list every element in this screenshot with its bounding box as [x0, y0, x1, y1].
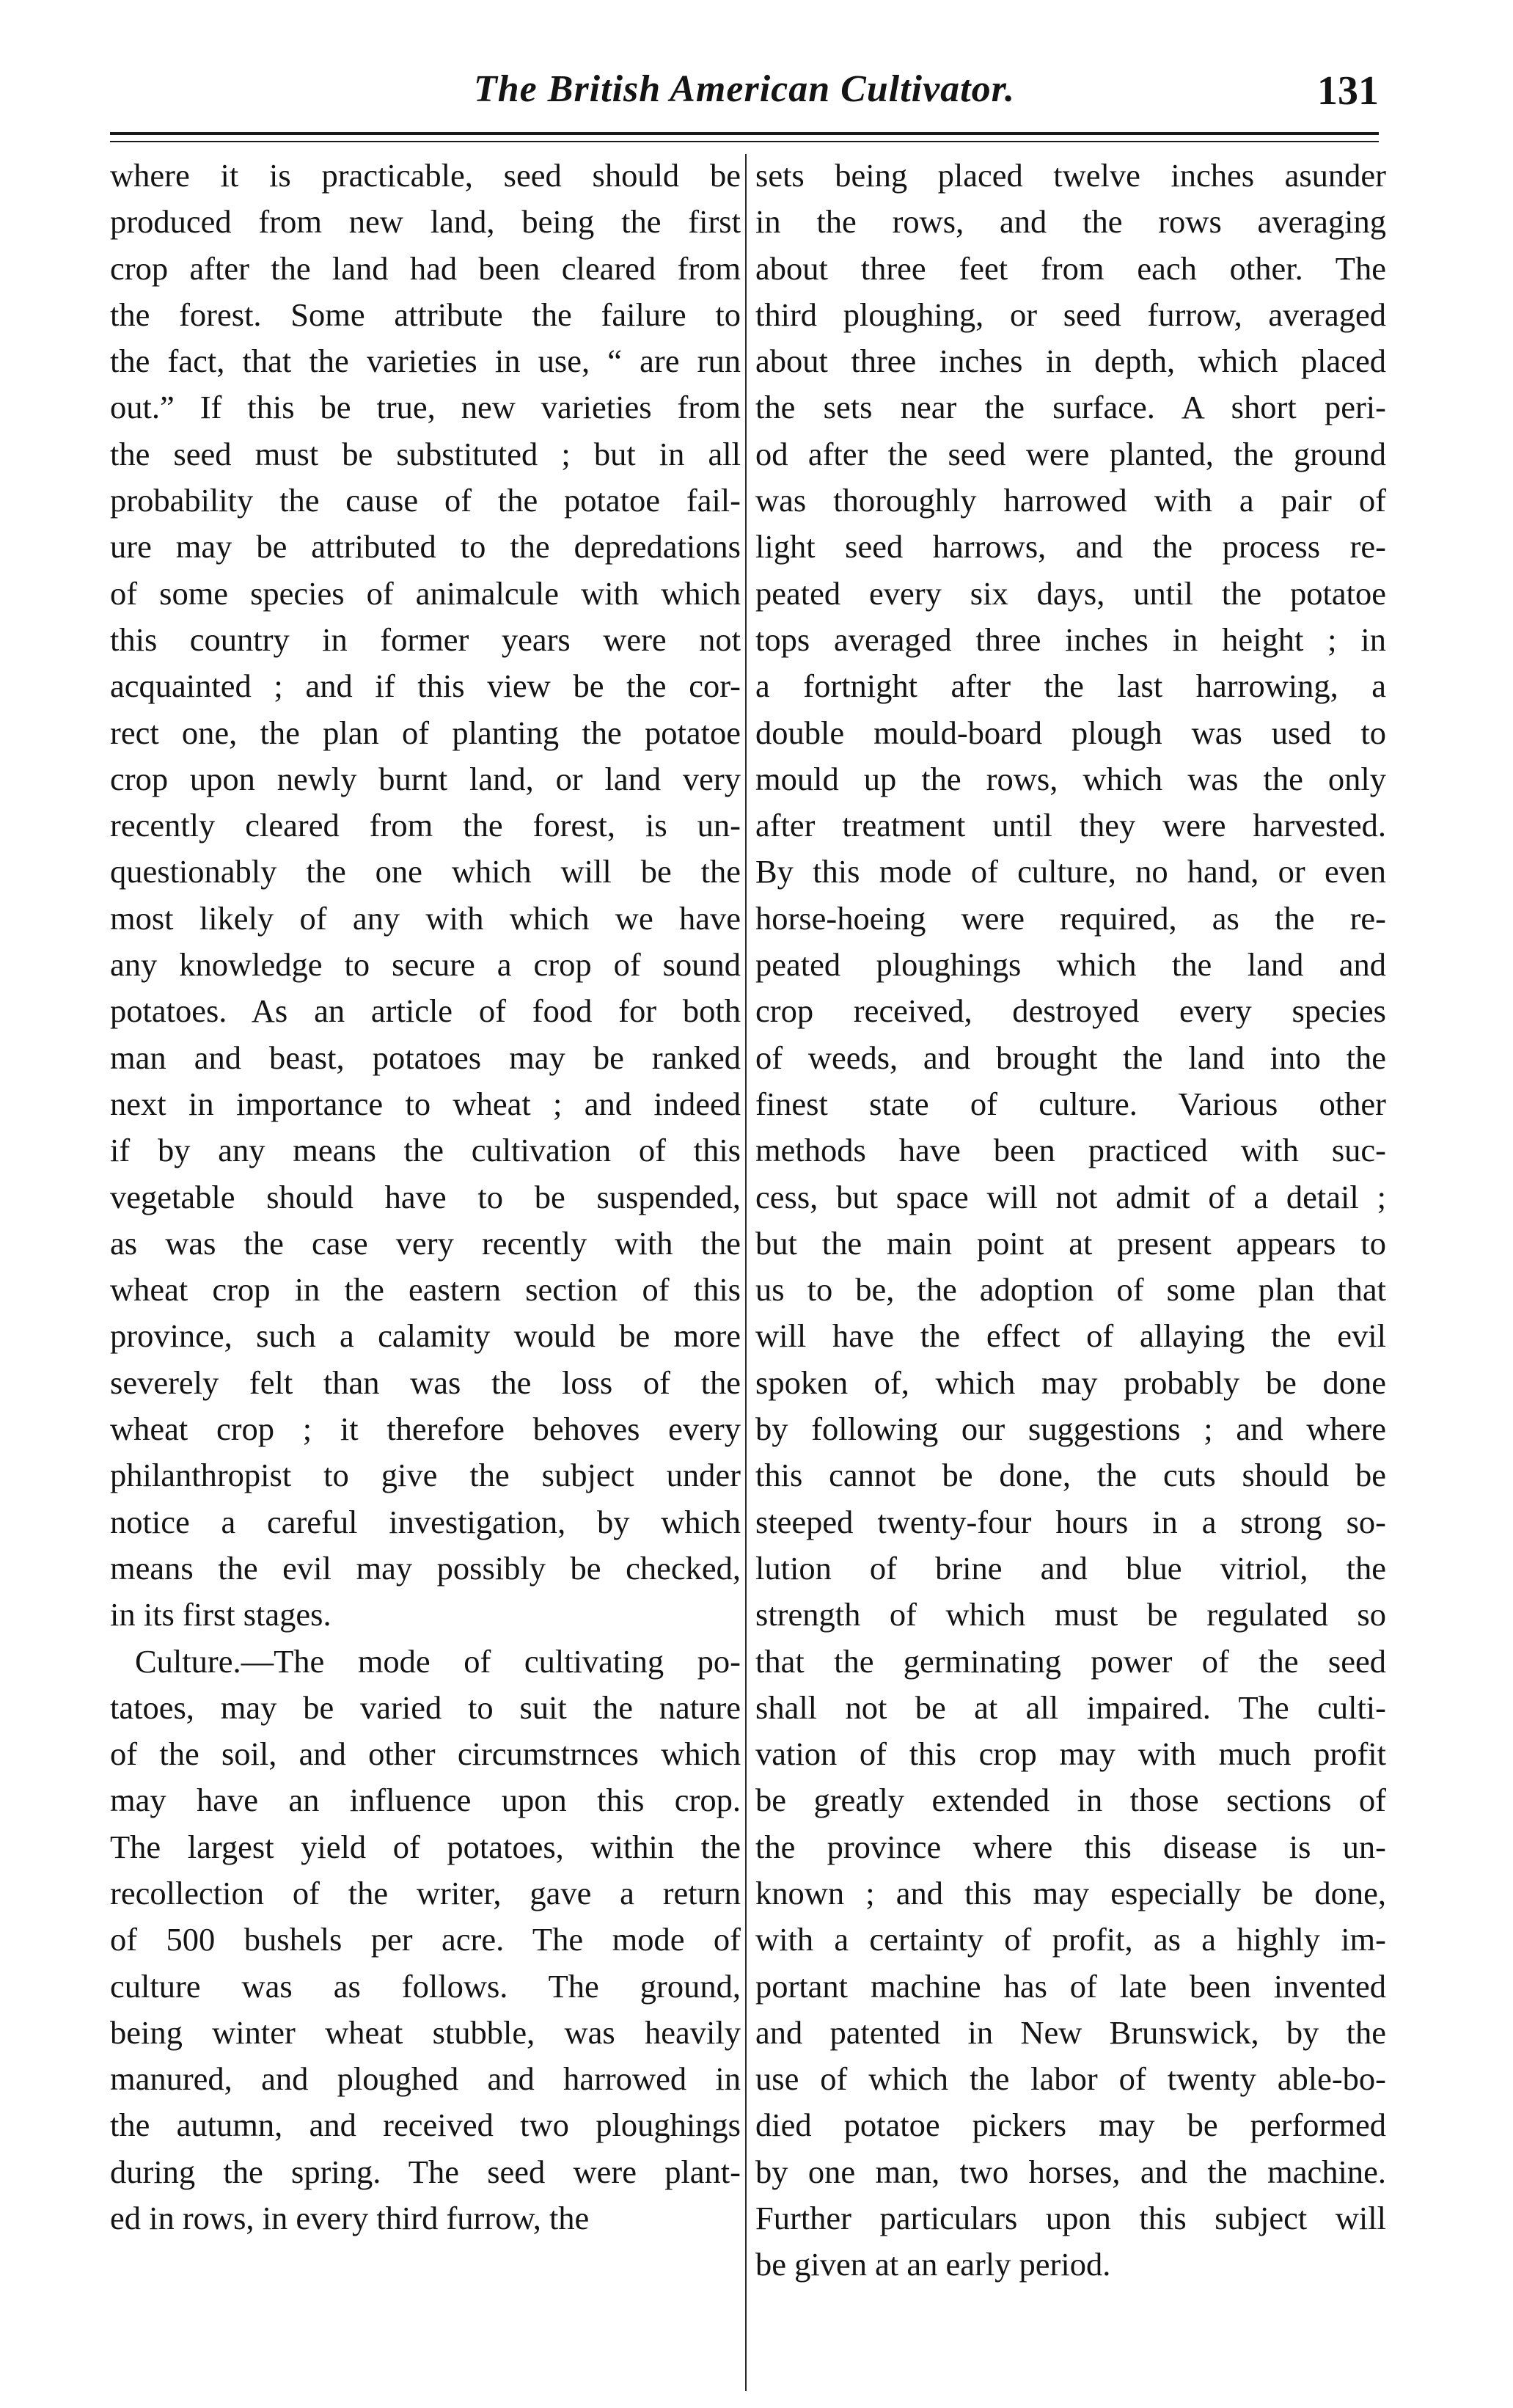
- text-line: will have the effect of allaying the evil: [755, 1317, 1386, 1355]
- text-line: died potatoe pickers may be performed: [755, 2107, 1386, 2144]
- text-line: methods have been practiced with suc-: [755, 1132, 1386, 1169]
- text-line: the autumn, and received two ploughings: [110, 2107, 741, 2144]
- text-line: probability the cause of the potatoe fail-: [110, 482, 741, 519]
- text-line: of the soil, and other circumstrnces which: [110, 1735, 741, 1773]
- text-line: the province where this disease is un-: [755, 1828, 1386, 1865]
- text-line: as was the case very recently with the: [110, 1224, 741, 1262]
- page-number: 131: [1317, 68, 1379, 114]
- text-line: any knowledge to secure a crop of sound: [110, 946, 741, 984]
- text-line: culture was as follows. The ground,: [110, 1967, 741, 2005]
- text-line: third ploughing, or seed furrow, averaged: [755, 296, 1386, 333]
- text-line: crop received, destroyed every species: [755, 992, 1386, 1030]
- text-line: cess, but space will not admit of a detail ;: [755, 1178, 1386, 1215]
- text-line: double mould-board plough was used to: [755, 714, 1386, 751]
- text-line: after treatment until they were harvested.: [755, 807, 1386, 844]
- text-line: was thoroughly harrowed with a pair of: [755, 482, 1386, 519]
- text-line: being winter wheat stubble, was heavily: [110, 2013, 741, 2051]
- text-line: produced from new land, being the first: [110, 203, 741, 241]
- text-line: philanthropist to give the subject under: [110, 1457, 741, 1494]
- text-line: the seed must be substituted ; but in all: [110, 435, 741, 472]
- right-column: [755, 153, 1386, 2288]
- text-line: By this mode of culture, no hand, or even: [755, 853, 1386, 890]
- page-header: [110, 67, 1379, 126]
- text-line: wheat crop ; it therefore behoves every: [110, 1410, 741, 1448]
- text-line: finest state of culture. Various other: [755, 1085, 1386, 1122]
- text-line: strength of which must be regulated so: [755, 1596, 1386, 1633]
- text-line: potatoes. As an article of food for both: [110, 992, 741, 1030]
- text-line: a fortnight after the last harrowing, a: [755, 667, 1386, 705]
- text-line: tatoes, may be varied to suit the nature: [110, 1688, 741, 1726]
- text-line: of 500 bushels per acre. The mode of: [110, 1921, 741, 1958]
- text-line: peated every six days, until the potatoe: [755, 574, 1386, 612]
- text-line: questionably the one which will be the: [110, 853, 741, 890]
- header-rule-thick: [110, 132, 1379, 135]
- text-line: about three feet from each other. The: [755, 249, 1386, 287]
- text-line: of weeds, and brought the land into the: [755, 1039, 1386, 1076]
- text-line: Culture.—The mode of cultivating po-: [135, 1642, 741, 1680]
- text-line: ure may be attributed to the depredations: [110, 528, 741, 566]
- text-line: lution of brine and blue vitriol, the: [755, 1549, 1386, 1587]
- text-line: The largest yield of potatoes, within the: [110, 1828, 741, 1865]
- text-line: vation of this crop may with much profit: [755, 1735, 1386, 1773]
- text-line: acquainted ; and if this view be the cor-: [110, 667, 741, 705]
- text-line: be greatly extended in those sections of: [755, 1782, 1386, 1819]
- text-line: notice a careful investigation, by which: [110, 1503, 741, 1540]
- text-line: severely felt than was the loss of the: [110, 1364, 741, 1401]
- text-line: the forest. Some attribute the failure to: [110, 296, 741, 333]
- text-line: shall not be at all impaired. The culti-: [755, 1688, 1386, 1726]
- text-line: this cannot be done, the cuts should be: [755, 1457, 1386, 1494]
- text-line: about three inches in depth, which placed: [755, 343, 1386, 380]
- text-line: man and beast, potatoes may be ranked: [110, 1039, 741, 1076]
- text-line: province, such a calamity would be more: [110, 1317, 741, 1355]
- text-line: but the main point at present appears to: [755, 1224, 1386, 1262]
- text-line: next in importance to wheat ; and indeed: [110, 1085, 741, 1122]
- text-line: Further particulars upon this subject will: [755, 2200, 1386, 2237]
- text-line: rect one, the plan of planting the potatoe: [110, 714, 741, 751]
- text-line: peated ploughings which the land and: [755, 946, 1386, 984]
- text-line: horse-hoeing were required, as the re-: [755, 899, 1386, 937]
- text-line: steeped twenty-four hours in a strong so-: [755, 1503, 1386, 1540]
- column-divider: [745, 154, 747, 2391]
- left-column: [110, 153, 741, 2242]
- text-line: the sets near the surface. A short peri-: [755, 389, 1386, 426]
- text-line: sets being placed twelve inches asunder: [755, 157, 1386, 194]
- text-line: with a certainty of profit, as a highly im-: [755, 1921, 1386, 1958]
- text-line: recollection of the writer, gave a return: [110, 1874, 741, 1911]
- text-line: most likely of any with which we have: [110, 899, 741, 937]
- text-line: crop upon newly burnt land, or land very: [110, 760, 741, 797]
- text-line: known ; and this may especially be done,: [755, 1874, 1386, 1911]
- text-line: vegetable should have to be suspended,: [110, 1178, 741, 1215]
- text-line: the fact, that the varieties in use, “ are run: [110, 343, 741, 380]
- text-line: means the evil may possibly be checked,: [110, 1549, 741, 1587]
- text-line: during the spring. The seed were plant-: [110, 2153, 741, 2190]
- text-line: be given at an early period.: [755, 2246, 1111, 2283]
- text-line: us to be, the adoption of some plan that: [755, 1271, 1386, 1309]
- text-line: and patented in New Brunswick, by the: [755, 2013, 1386, 2051]
- text-line: by following our suggestions ; and where: [755, 1410, 1386, 1448]
- text-line: by one man, two horses, and the machine.: [755, 2153, 1386, 2190]
- header-rule-thin: [110, 141, 1379, 142]
- text-line: use of which the labor of twenty able-bo-: [755, 2060, 1386, 2098]
- text-line: manured, and ploughed and harrowed in: [110, 2060, 741, 2098]
- text-line: ed in rows, in every third furrow, the: [110, 2200, 590, 2237]
- text-line: mould up the rows, which was the only: [755, 760, 1386, 797]
- text-line: where it is practicable, seed should be: [110, 157, 741, 194]
- text-line: recently cleared from the forest, is un-: [110, 807, 741, 844]
- text-line: in its first stages.: [110, 1596, 331, 1633]
- text-line: tops averaged three inches in height ; in: [755, 621, 1386, 658]
- text-line: light seed harrows, and the process re-: [755, 528, 1386, 566]
- text-line: that the germinating power of the seed: [755, 1642, 1386, 1680]
- text-line: of some species of animalcule with which: [110, 574, 741, 612]
- text-line: portant machine has of late been invented: [755, 1967, 1386, 2005]
- text-line: crop after the land had been cleared from: [110, 249, 741, 287]
- text-line: wheat crop in the eastern section of this: [110, 1271, 741, 1309]
- text-line: in the rows, and the rows averaging: [755, 203, 1386, 241]
- text-line: od after the seed were planted, the ground: [755, 435, 1386, 472]
- text-line: out.” If this be true, new varieties from: [110, 389, 741, 426]
- text-line: may have an influence upon this crop.: [110, 1782, 741, 1819]
- text-line: spoken of, which may probably be done: [755, 1364, 1386, 1401]
- running-title: The British American Cultivator.: [474, 68, 1015, 110]
- text-line: this country in former years were not: [110, 621, 741, 658]
- text-line: if by any means the cultivation of this: [110, 1132, 741, 1169]
